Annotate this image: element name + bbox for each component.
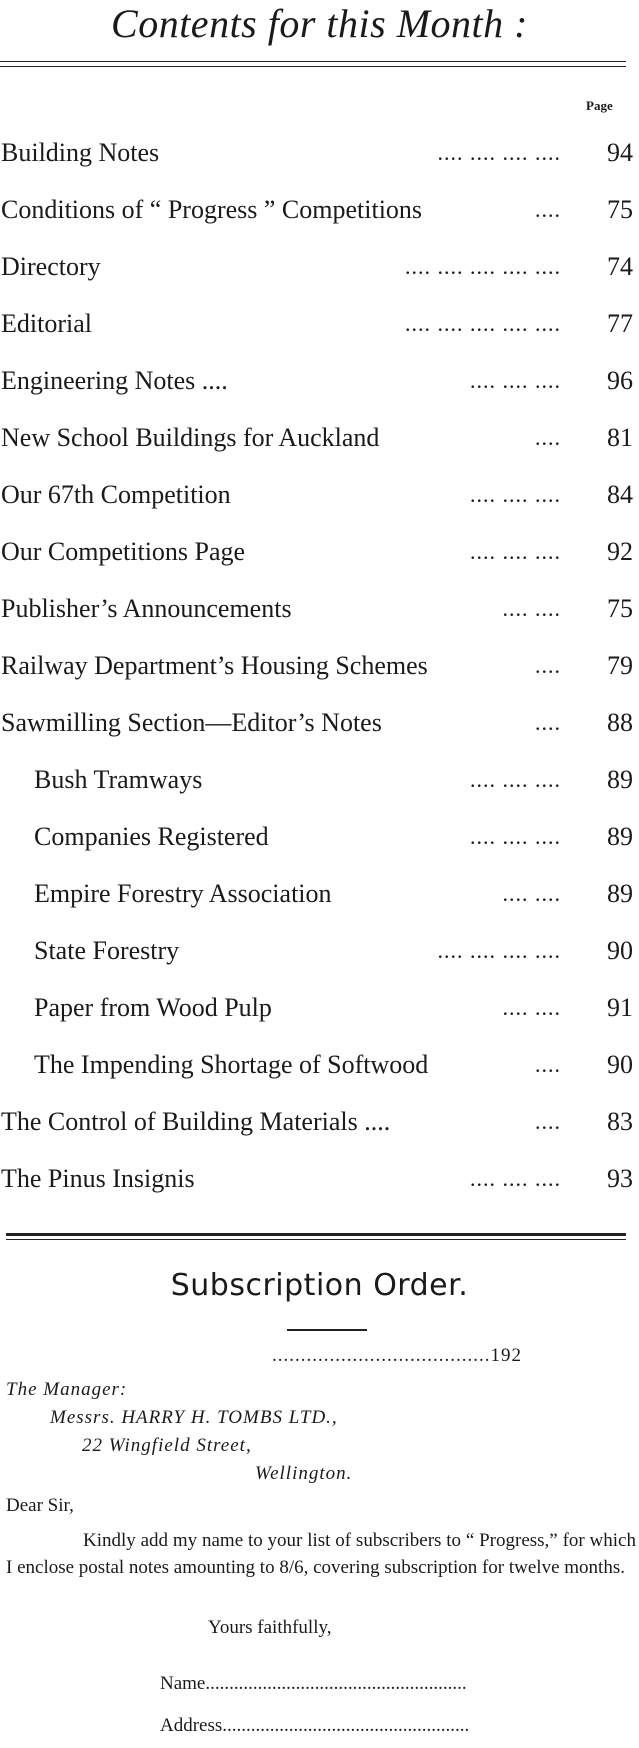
toc-entry-leader: .... .... xyxy=(502,881,561,906)
toc-entry-label: Our Competitions Page xyxy=(1,537,246,566)
date-line: ......................................192 xyxy=(272,1345,522,1366)
toc-entry xyxy=(0,1150,639,1207)
toc-entry-leader: .... .... .... xyxy=(470,767,561,792)
toc-entry-label: Editorial xyxy=(1,309,92,338)
toc-entry xyxy=(0,409,639,466)
toc-entry-label: Our 67th Competition xyxy=(1,480,231,509)
street-address: 22 Wingfield Street, xyxy=(82,1435,252,1456)
page-column-header: Page xyxy=(586,98,613,113)
toc-entry xyxy=(0,238,639,295)
toc-entry-page: 83 xyxy=(607,1107,633,1136)
toc-entry xyxy=(0,580,639,637)
city: Wellington. xyxy=(255,1463,353,1484)
salutation: Dear Sir, xyxy=(6,1495,74,1516)
toc-entry-page: 75 xyxy=(607,195,633,224)
toc-entry-leader: .... .... .... .... .... xyxy=(405,311,561,336)
toc-entry-page: 89 xyxy=(607,822,633,851)
toc-entry-label: Directory xyxy=(1,252,101,281)
toc-entry-page: 91 xyxy=(607,993,633,1022)
toc-entry-page: 93 xyxy=(607,1164,633,1193)
toc-entry-page: 89 xyxy=(607,879,633,908)
toc-entry-page: 81 xyxy=(607,423,633,452)
toc-entry-leader: .... xyxy=(535,1109,561,1134)
toc-entry-page: 92 xyxy=(607,537,633,566)
toc-entry-leader: .... .... .... xyxy=(470,1166,561,1191)
toc-entry-page: 90 xyxy=(607,1050,633,1079)
toc-entry-page: 74 xyxy=(607,252,633,281)
toc-entry xyxy=(0,523,639,580)
toc-entry-label: The Pinus Insignis xyxy=(1,1164,195,1193)
toc-entry xyxy=(0,466,639,523)
toc-entry-label: The Control of Building Materials .... xyxy=(1,1107,391,1136)
toc-entry xyxy=(0,865,639,922)
toc-entry-page: 89 xyxy=(607,765,633,794)
toc-entry-label: Building Notes xyxy=(1,138,160,167)
closing: Yours faithfully, xyxy=(208,1617,332,1638)
toc-entry xyxy=(0,295,639,352)
toc-entry-page: 90 xyxy=(607,936,633,965)
toc-entry-label: The Impending Shortage of Softwood xyxy=(34,1050,429,1079)
toc-entry-label: Publisher’s Announcements xyxy=(1,594,292,623)
toc-entry-leader: .... xyxy=(535,1052,561,1077)
table-of-contents xyxy=(0,124,639,1207)
toc-entry xyxy=(0,352,639,409)
toc-entry-page: 84 xyxy=(607,480,633,509)
section-double-rule xyxy=(6,1233,626,1240)
toc-entry-label: State Forestry xyxy=(34,936,180,965)
toc-entry xyxy=(0,637,639,694)
toc-entry-label: New School Buildings for Auckland xyxy=(1,423,380,452)
letter-body xyxy=(6,1527,636,1581)
name-field[interactable]: Name....................................................... xyxy=(160,1673,467,1694)
toc-entry-label: Sawmilling Section—Editor’s Notes xyxy=(1,708,382,737)
toc-entry-page: 79 xyxy=(607,651,633,680)
toc-entry-leader: .... xyxy=(535,425,561,450)
toc-entry-page: 75 xyxy=(607,594,633,623)
subscription-title: Subscription Order. xyxy=(170,1268,469,1303)
toc-entry-leader: .... .... .... xyxy=(470,368,561,393)
toc-entry-label: Paper from Wood Pulp xyxy=(34,993,272,1022)
toc-entry-leader: .... .... .... .... .... xyxy=(405,254,561,279)
address-field[interactable]: Address.................................................... xyxy=(160,1715,470,1736)
addressee: The Manager: xyxy=(6,1379,128,1400)
toc-entry-leader: .... xyxy=(535,197,561,222)
toc-entry-leader: .... xyxy=(535,710,561,735)
page-title: Contents for this Month : xyxy=(111,1,528,46)
toc-entry-page: 77 xyxy=(607,309,633,338)
toc-entry-leader: .... .... .... xyxy=(470,824,561,849)
toc-entry xyxy=(0,922,639,979)
toc-entry xyxy=(0,1036,639,1093)
toc-entry-label: Empire Forestry Association xyxy=(34,879,332,908)
toc-entry xyxy=(0,124,639,181)
top-double-rule xyxy=(0,61,626,67)
toc-entry xyxy=(0,694,639,751)
toc-entry-leader: .... .... xyxy=(502,596,561,621)
toc-entry-page: 94 xyxy=(607,138,633,167)
toc-entry-label: Conditions of “ Progress ” Competitions xyxy=(1,195,423,224)
toc-entry-label: Railway Department’s Housing Schemes xyxy=(1,651,428,680)
toc-entry xyxy=(0,751,639,808)
toc-entry-label: Engineering Notes .... xyxy=(1,366,228,395)
toc-entry-leader: .... .... .... .... xyxy=(437,140,561,165)
toc-entry-page: 88 xyxy=(607,708,633,737)
toc-entry-leader: .... .... .... .... xyxy=(437,938,561,963)
toc-entry-label: Bush Tramways xyxy=(34,765,203,794)
toc-entry-label: Companies Registered xyxy=(34,822,269,851)
toc-entry-leader: .... .... .... xyxy=(470,482,561,507)
toc-entry xyxy=(0,808,639,865)
toc-entry-page: 96 xyxy=(607,366,633,395)
toc-entry xyxy=(0,181,639,238)
toc-entry-leader: .... xyxy=(535,653,561,678)
letter-paragraph: Kindly add my name to your list of subscribers to “ Progress,” for which I enclose postal notes amounting to 8/6, covering subscription for twelve months. xyxy=(6,1530,636,1578)
toc-entry-leader: .... .... .... xyxy=(470,539,561,564)
toc-entry xyxy=(0,979,639,1036)
toc-entry-leader: .... .... xyxy=(502,995,561,1020)
toc-entry xyxy=(0,1093,639,1150)
company-name: Messrs. HARRY H. TOMBS LTD., xyxy=(50,1407,338,1428)
title-underline xyxy=(287,1329,367,1331)
